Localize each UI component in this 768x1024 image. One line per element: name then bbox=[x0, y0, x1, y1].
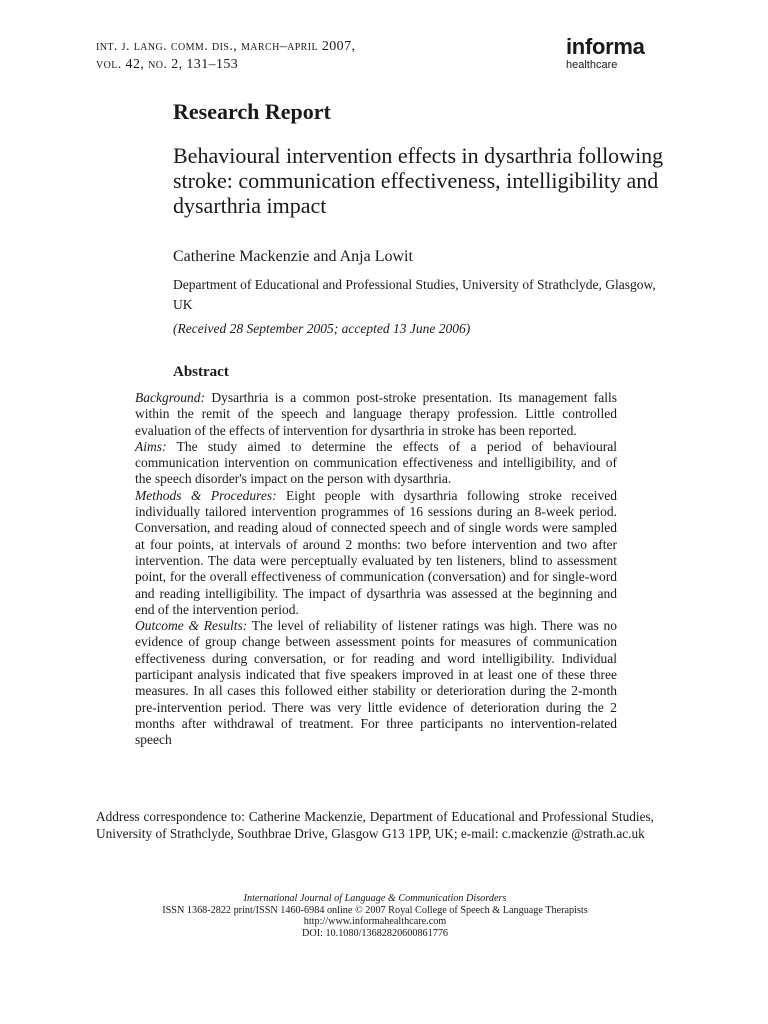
footer-doi[interactable]: DOI: 10.1080/13682820600861776 bbox=[301, 927, 449, 939]
outcome-text: The level of reliability of listener ratings was high. There was no evidence of group change between assessment points for measures of communication effectiveness during conversation, or for reading and word intelligibility. Individual participant analysis indicated that five speakers improved in at least one of these three measures. In all cases this followed either stability or deterioration during the 2-month pre-intervention period. There was very little evidence of deterioration during the 2 months after withdrawal of treatment. For three participants no intervention-related speech bbox=[135, 618, 617, 748]
background-label: Background: bbox=[135, 390, 205, 405]
methods-text: Eight people with dysarthria following stroke received individually tailored intervention programmes of 16 sessions during an 8-week period. Conversation, and reading aloud of connected speech and of single words were sampled at four points, at intervals of around 2 months: two before intervention and two after intervention. The data were perceptually evaluated by ten listeners, blind to assessment point, for the overall effectiveness of communication (conversation) and for single-word and reading intelligibility. The impact of dysarthria was assessed at the beginning and end of the intervention period. bbox=[135, 487, 617, 617]
aims-text: The study aimed to determine the effects of a period of behavioural communication intervention on communication effectiveness and intelligibility, and of the speech disorder's impact on the person with dysarthria. bbox=[135, 438, 617, 487]
author-affiliation: Department of Educational and Professional Studies, University of Strathclyde, Glasgow, UK bbox=[173, 277, 656, 312]
aims-label: Aims: bbox=[135, 438, 167, 454]
article-type-label: Research Report bbox=[173, 99, 331, 124]
journal-citation bbox=[96, 38, 355, 74]
page-footer bbox=[96, 893, 654, 939]
abstract-aims bbox=[135, 439, 617, 488]
footer-journal-name: International Journal of Language & Communication Disorders bbox=[243, 893, 507, 904]
logo-wordmark: informa bbox=[566, 34, 645, 59]
footer-issn: ISSN 1368-2822 print/ISSN 1460-6984 online © 2007 Royal College of Speech & Language Therapists bbox=[162, 904, 588, 916]
abstract-outcome bbox=[135, 618, 617, 748]
correspondence-note: Address correspondence to: Catherine Mackenzie, Department of Educational and Professional Studies, University of Strathclyde, Southbrae Drive, Glasgow G13 1PP, UK; e-mail: c.mackenzie @strath.ac.uk bbox=[96, 809, 654, 841]
logo-subtitle: healthcare bbox=[566, 59, 618, 71]
article-title: Behavioural intervention effects in dysarthria following stroke: communication effectiveness, intelligibility and dysarthria impact bbox=[173, 143, 664, 218]
outcome-label: Outcome & Results: bbox=[135, 618, 248, 634]
abstract-body bbox=[135, 390, 617, 749]
footer-url[interactable]: http://www.informahealthcare.com bbox=[303, 916, 447, 927]
received-dates: (Received 28 September 2005; accepted 13 June 2006) bbox=[173, 321, 471, 336]
background-text: Dysarthria is a common post-stroke presentation. Its management falls within the remit of the speech and language therapy profession. Little controlled evaluation of the effects of intervention for dysarthria in stroke has been reported. bbox=[135, 390, 617, 438]
citation-line-1: int. j. lang. comm. dis., march–april 2007, bbox=[96, 39, 356, 54]
abstract-heading: Abstract bbox=[173, 364, 229, 380]
citation-line-2: vol. 42, no. 2, 131–153 bbox=[96, 57, 239, 72]
publisher-logo bbox=[566, 36, 645, 71]
abstract-methods bbox=[135, 488, 617, 618]
methods-label: Methods & Procedures: bbox=[135, 487, 277, 503]
abstract-background bbox=[135, 390, 617, 439]
author-list: Catherine Mackenzie and Anja Lowit bbox=[173, 248, 413, 265]
